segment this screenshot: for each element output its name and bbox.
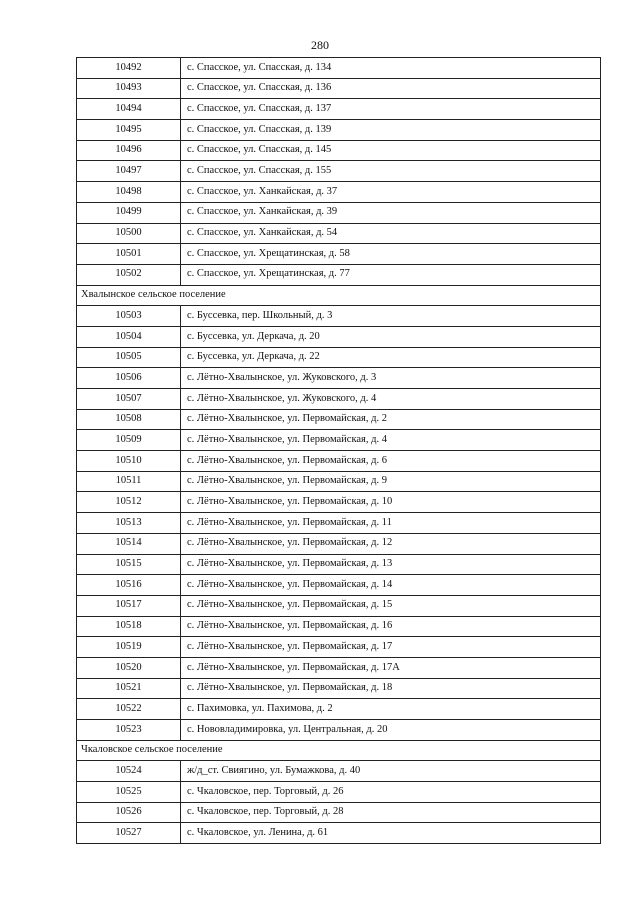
registry-number: 10504 — [77, 326, 181, 347]
table-row — [77, 761, 601, 782]
address-cell: с. Спасское, ул. Ханкайская, д. 54 — [181, 223, 601, 244]
address-cell: с. Спасское, ул. Спасская, д. 136 — [181, 78, 601, 99]
section-header-row — [77, 285, 601, 306]
address-cell: с. Лётно-Хвалынское, ул. Первомайская, д. 2 — [181, 409, 601, 430]
registry-number: 10522 — [77, 699, 181, 720]
table-row — [77, 678, 601, 699]
registry-number: 10503 — [77, 306, 181, 327]
address-cell: с. Лётно-Хвалынское, ул. Первомайская, д. 10 — [181, 492, 601, 513]
table-row — [77, 140, 601, 161]
address-cell: с. Спасское, ул. Спасская, д. 134 — [181, 58, 601, 79]
table-row — [77, 823, 601, 844]
table-row — [77, 326, 601, 347]
address-registry-table — [76, 57, 601, 844]
address-cell: с. Лётно-Хвалынское, ул. Первомайская, д. 13 — [181, 554, 601, 575]
table-row — [77, 802, 601, 823]
table-row — [77, 513, 601, 534]
table-row — [77, 471, 601, 492]
address-cell: с. Буссевка, ул. Деркача, д. 20 — [181, 326, 601, 347]
address-cell: с. Лётно-Хвалынское, ул. Первомайская, д. 16 — [181, 616, 601, 637]
section-header-row — [77, 740, 601, 761]
address-cell: с. Чкаловское, пер. Торговый, д. 28 — [181, 802, 601, 823]
registry-number: 10517 — [77, 595, 181, 616]
address-cell: с. Лётно-Хвалынское, ул. Первомайская, д. 14 — [181, 575, 601, 596]
registry-number: 10518 — [77, 616, 181, 637]
registry-table-body — [77, 58, 601, 844]
table-row — [77, 58, 601, 79]
registry-number: 10501 — [77, 244, 181, 265]
registry-number: 10525 — [77, 782, 181, 803]
table-row — [77, 306, 601, 327]
registry-number: 10495 — [77, 120, 181, 141]
address-cell: с. Лётно-Хвалынское, ул. Жуковского, д. 3 — [181, 368, 601, 389]
registry-number: 10497 — [77, 161, 181, 182]
registry-number: 10508 — [77, 409, 181, 430]
registry-number: 10515 — [77, 554, 181, 575]
address-cell: с. Лётно-Хвалынское, ул. Первомайская, д. 11 — [181, 513, 601, 534]
registry-number: 10514 — [77, 533, 181, 554]
address-cell: с. Спасское, ул. Спасская, д. 145 — [181, 140, 601, 161]
table-row — [77, 347, 601, 368]
table-row — [77, 223, 601, 244]
registry-number: 10505 — [77, 347, 181, 368]
registry-number: 10526 — [77, 802, 181, 823]
address-cell: с. Лётно-Хвалынское, ул. Первомайская, д. 17А — [181, 657, 601, 678]
table-row — [77, 616, 601, 637]
table-row — [77, 720, 601, 741]
table-row — [77, 430, 601, 451]
address-cell: с. Спасское, ул. Хрещатинская, д. 77 — [181, 264, 601, 285]
section-title: Чкаловское сельское поселение — [77, 740, 601, 761]
table-row — [77, 409, 601, 430]
registry-number: 10520 — [77, 657, 181, 678]
address-cell: с. Нововладимировка, ул. Центральная, д. 20 — [181, 720, 601, 741]
table-row — [77, 78, 601, 99]
registry-number: 10524 — [77, 761, 181, 782]
address-cell: с. Буссевка, пер. Школьный, д. 3 — [181, 306, 601, 327]
registry-number: 10523 — [77, 720, 181, 741]
table-row — [77, 264, 601, 285]
table-row — [77, 575, 601, 596]
registry-number: 10512 — [77, 492, 181, 513]
registry-number: 10511 — [77, 471, 181, 492]
table-row — [77, 120, 601, 141]
address-cell: с. Чкаловское, ул. Ленина, д. 61 — [181, 823, 601, 844]
address-cell: с. Спасское, ул. Спасская, д. 137 — [181, 99, 601, 120]
address-cell: с. Лётно-Хвалынское, ул. Первомайская, д. 17 — [181, 637, 601, 658]
registry-number: 10521 — [77, 678, 181, 699]
registry-number: 10506 — [77, 368, 181, 389]
address-cell: с. Буссевка, ул. Деркача, д. 22 — [181, 347, 601, 368]
address-cell: ж/д_ст. Свиягино, ул. Бумажкова, д. 40 — [181, 761, 601, 782]
table-row — [77, 657, 601, 678]
table-row — [77, 389, 601, 410]
table-row — [77, 533, 601, 554]
registry-number: 10494 — [77, 99, 181, 120]
registry-number: 10502 — [77, 264, 181, 285]
registry-number: 10527 — [77, 823, 181, 844]
table-row — [77, 161, 601, 182]
table-row — [77, 699, 601, 720]
section-title: Хвалынское сельское поселение — [77, 285, 601, 306]
address-cell: с. Лётно-Хвалынское, ул. Первомайская, д. 6 — [181, 451, 601, 472]
address-cell: с. Лётно-Хвалынское, ул. Первомайская, д. 18 — [181, 678, 601, 699]
table-row — [77, 595, 601, 616]
table-row — [77, 368, 601, 389]
table-row — [77, 182, 601, 203]
table-row — [77, 554, 601, 575]
address-cell: с. Чкаловское, пер. Торговый, д. 26 — [181, 782, 601, 803]
address-cell: с. Лётно-Хвалынское, ул. Первомайская, д. 4 — [181, 430, 601, 451]
address-cell: с. Лётно-Хвалынское, ул. Первомайская, д. 9 — [181, 471, 601, 492]
table-row — [77, 451, 601, 472]
address-cell: с. Спасское, ул. Спасская, д. 155 — [181, 161, 601, 182]
table-row — [77, 782, 601, 803]
table-row — [77, 202, 601, 223]
table-row — [77, 492, 601, 513]
address-cell: с. Спасское, ул. Хрещатинская, д. 58 — [181, 244, 601, 265]
address-cell: с. Спасское, ул. Ханкайская, д. 39 — [181, 202, 601, 223]
address-cell: с. Лётно-Хвалынское, ул. Первомайская, д. 12 — [181, 533, 601, 554]
registry-number: 10509 — [77, 430, 181, 451]
registry-number: 10513 — [77, 513, 181, 534]
registry-number: 10492 — [77, 58, 181, 79]
address-cell: с. Лётно-Хвалынское, ул. Жуковского, д. 4 — [181, 389, 601, 410]
registry-number: 10498 — [77, 182, 181, 203]
registry-number: 10499 — [77, 202, 181, 223]
address-cell: с. Спасское, ул. Спасская, д. 139 — [181, 120, 601, 141]
registry-number: 10496 — [77, 140, 181, 161]
registry-number: 10510 — [77, 451, 181, 472]
registry-number: 10519 — [77, 637, 181, 658]
registry-number: 10493 — [77, 78, 181, 99]
table-row — [77, 244, 601, 265]
address-cell: с. Пахимовка, ул. Пахимова, д. 2 — [181, 699, 601, 720]
registry-number: 10516 — [77, 575, 181, 596]
registry-number: 10507 — [77, 389, 181, 410]
address-cell: с. Лётно-Хвалынское, ул. Первомайская, д. 15 — [181, 595, 601, 616]
address-cell: с. Спасское, ул. Ханкайская, д. 37 — [181, 182, 601, 203]
table-row — [77, 637, 601, 658]
registry-number: 10500 — [77, 223, 181, 244]
page-number: 280 — [311, 38, 329, 52]
table-row — [77, 99, 601, 120]
